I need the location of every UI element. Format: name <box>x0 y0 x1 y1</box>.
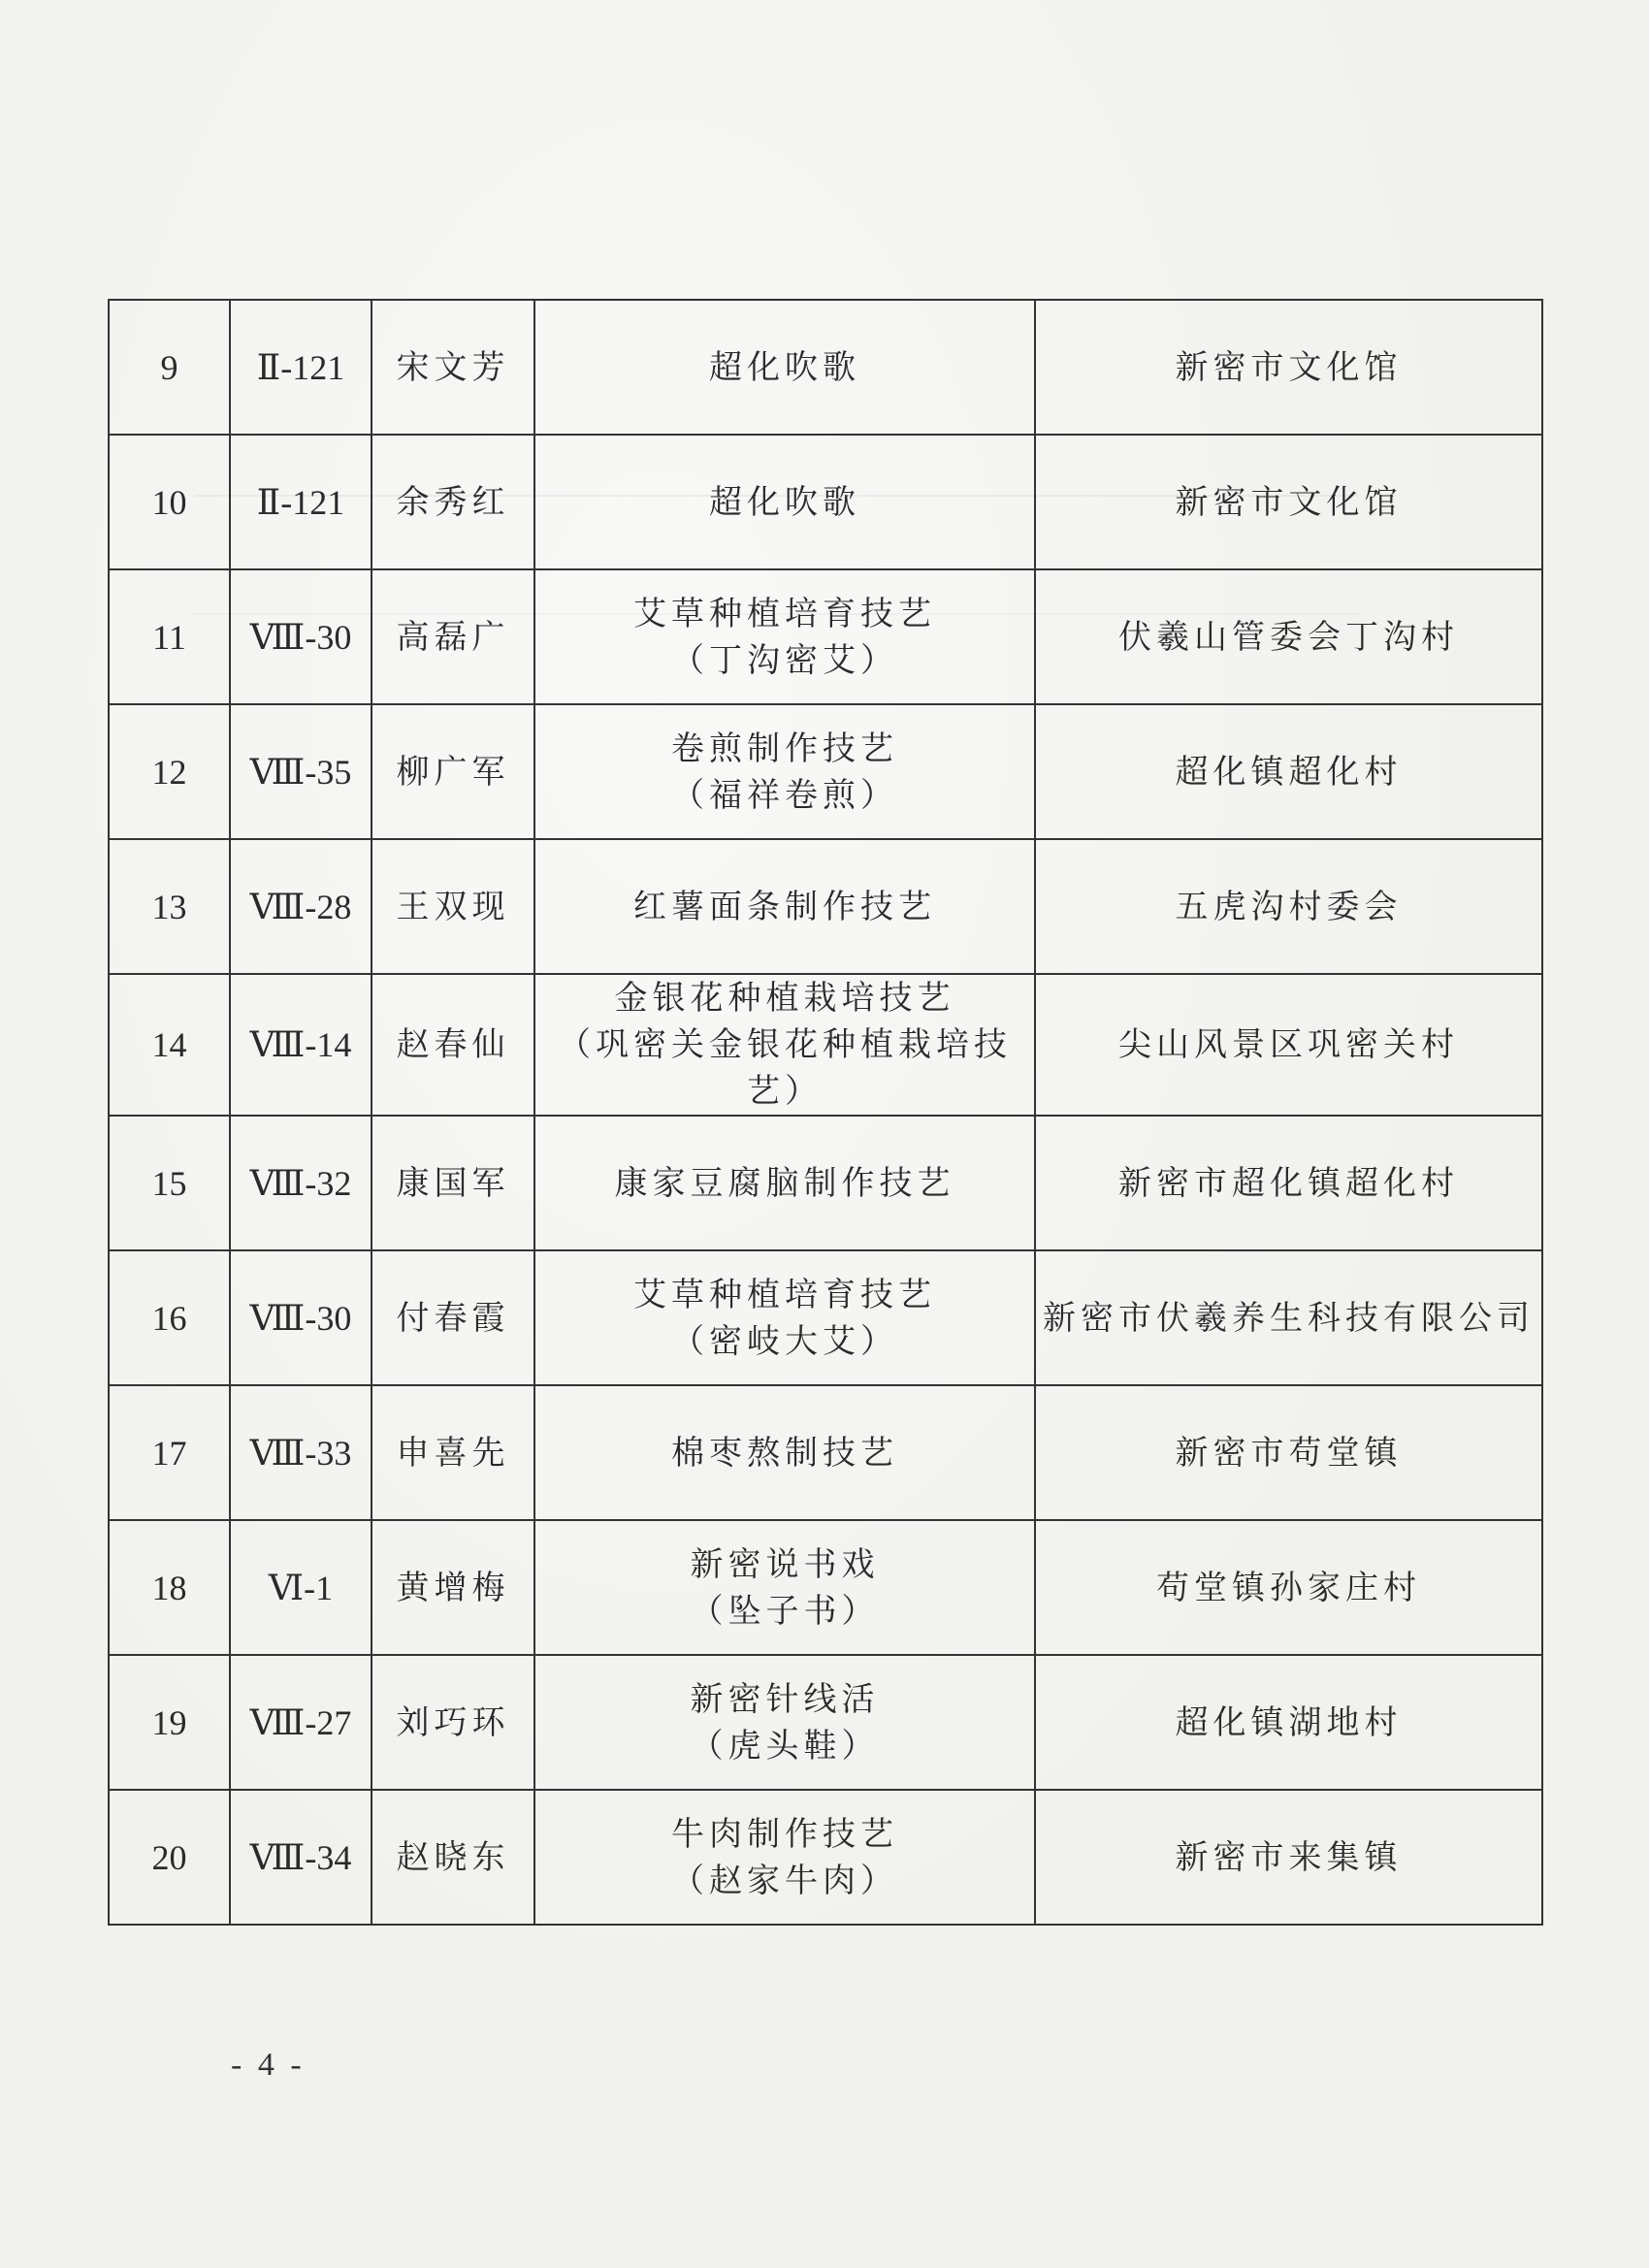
inheritor-name-cell: 康国军 <box>372 1116 534 1250</box>
project-name-line: 超化吹歌 <box>709 482 860 522</box>
project-name-line: 艾草种植培育技艺 <box>633 594 936 633</box>
project-name-cell <box>534 1116 1035 1250</box>
project-name-cell <box>534 1655 1035 1790</box>
row-number-cell: 11 <box>109 569 230 704</box>
project-name-cell <box>534 1520 1035 1655</box>
project-name-line: 新密说书戏 <box>690 1544 880 1584</box>
project-code-cell: Ⅷ-30 <box>230 1250 372 1385</box>
project-name-line: 超化吹歌 <box>709 347 860 387</box>
project-name-line: （福祥卷煎） <box>671 775 898 815</box>
project-name-cell <box>534 839 1035 974</box>
row-number-cell: 10 <box>109 435 230 569</box>
row-number-cell: 15 <box>109 1116 230 1250</box>
project-name-line: 金银花种植栽培技艺 <box>614 979 955 1018</box>
protection-unit-cell: 苟堂镇孙家庄村 <box>1035 1520 1542 1655</box>
inheritor-name-cell: 柳广军 <box>372 704 534 839</box>
row-number-cell: 17 <box>109 1385 230 1520</box>
row-number-cell: 14 <box>109 974 230 1116</box>
project-code-cell: Ⅷ-30 <box>230 569 372 704</box>
table-row <box>109 974 1542 1116</box>
protection-unit-cell: 新密市苟堂镇 <box>1035 1385 1542 1520</box>
project-name-line: 卷煎制作技艺 <box>671 729 898 768</box>
inheritor-name-cell: 高磊广 <box>372 569 534 704</box>
table-row <box>109 300 1542 435</box>
protection-unit-cell: 超化镇超化村 <box>1035 704 1542 839</box>
project-name-line: （虎头鞋） <box>690 1726 880 1766</box>
project-name-line: 牛肉制作技艺 <box>671 1814 898 1854</box>
row-number-cell: 16 <box>109 1250 230 1385</box>
project-name-cell <box>534 974 1035 1116</box>
project-name-cell <box>534 569 1035 704</box>
protection-unit-cell: 新密市文化馆 <box>1035 300 1542 435</box>
heritage-inheritor-table <box>108 299 1543 1926</box>
table-row <box>109 1655 1542 1790</box>
project-code-cell: Ⅷ-27 <box>230 1655 372 1790</box>
inheritor-name-cell: 付春霞 <box>372 1250 534 1385</box>
row-number-cell: 12 <box>109 704 230 839</box>
project-code-cell: Ⅷ-35 <box>230 704 372 839</box>
table-row <box>109 1116 1542 1250</box>
table-row <box>109 704 1542 839</box>
table-row <box>109 1520 1542 1655</box>
table-row <box>109 569 1542 704</box>
protection-unit-cell: 新密市伏羲养生科技有限公司 <box>1035 1250 1542 1385</box>
inheritor-name-cell: 黄增梅 <box>372 1520 534 1655</box>
protection-unit-cell: 新密市超化镇超化村 <box>1035 1116 1542 1250</box>
project-name-cell <box>534 1790 1035 1925</box>
project-name-cell <box>534 435 1035 569</box>
project-code-cell: Ⅷ-28 <box>230 839 372 974</box>
table-row <box>109 1250 1542 1385</box>
inheritor-name-cell: 刘巧环 <box>372 1655 534 1790</box>
inheritor-name-cell: 赵春仙 <box>372 974 534 1116</box>
project-code-cell: Ⅷ-14 <box>230 974 372 1116</box>
protection-unit-cell: 五虎沟村委会 <box>1035 839 1542 974</box>
project-name-line: 新密针线活 <box>690 1679 880 1719</box>
project-name-cell <box>534 1250 1035 1385</box>
inheritor-name-cell: 宋文芳 <box>372 300 534 435</box>
project-name-cell <box>534 704 1035 839</box>
project-name-cell <box>534 300 1035 435</box>
inheritor-name-cell: 申喜先 <box>372 1385 534 1520</box>
inheritor-name-cell: 余秀红 <box>372 435 534 569</box>
project-code-cell: Ⅷ-34 <box>230 1790 372 1925</box>
project-code-cell: Ⅱ-121 <box>230 435 372 569</box>
row-number-cell: 18 <box>109 1520 230 1655</box>
inheritor-name-cell: 王双现 <box>372 839 534 974</box>
table-row <box>109 435 1542 569</box>
row-number-cell: 13 <box>109 839 230 974</box>
page-number: - 4 - <box>231 2047 306 2083</box>
project-name-line: 棉枣熬制技艺 <box>671 1433 898 1473</box>
project-code-cell: Ⅷ-33 <box>230 1385 372 1520</box>
project-name-cell <box>534 1385 1035 1520</box>
project-name-line: 康家豆腐脑制作技艺 <box>614 1163 955 1203</box>
project-code-cell: Ⅵ-1 <box>230 1520 372 1655</box>
project-name-line: 艾草种植培育技艺 <box>633 1275 936 1314</box>
project-name-line: （坠子书） <box>690 1591 880 1631</box>
protection-unit-cell: 伏羲山管委会丁沟村 <box>1035 569 1542 704</box>
project-name-line: （巩密关金银花种植栽培技艺） <box>558 1025 1012 1111</box>
row-number-cell: 9 <box>109 300 230 435</box>
protection-unit-cell: 新密市来集镇 <box>1035 1790 1542 1925</box>
project-name-line: （赵家牛肉） <box>671 1861 898 1900</box>
table-row <box>109 1385 1542 1520</box>
table-row <box>109 1790 1542 1925</box>
row-number-cell: 19 <box>109 1655 230 1790</box>
protection-unit-cell: 新密市文化馆 <box>1035 435 1542 569</box>
row-number-cell: 20 <box>109 1790 230 1925</box>
protection-unit-cell: 尖山风景区巩密关村 <box>1035 974 1542 1116</box>
project-name-line: 红薯面条制作技艺 <box>633 887 936 926</box>
project-name-line: （丁沟密艾） <box>671 640 898 680</box>
project-name-line: （密岐大艾） <box>671 1321 898 1361</box>
table-body <box>109 300 1542 1925</box>
project-code-cell: Ⅷ-32 <box>230 1116 372 1250</box>
inheritor-name-cell: 赵晓东 <box>372 1790 534 1925</box>
table-row <box>109 839 1542 974</box>
project-code-cell: Ⅱ-121 <box>230 300 372 435</box>
protection-unit-cell: 超化镇湖地村 <box>1035 1655 1542 1790</box>
